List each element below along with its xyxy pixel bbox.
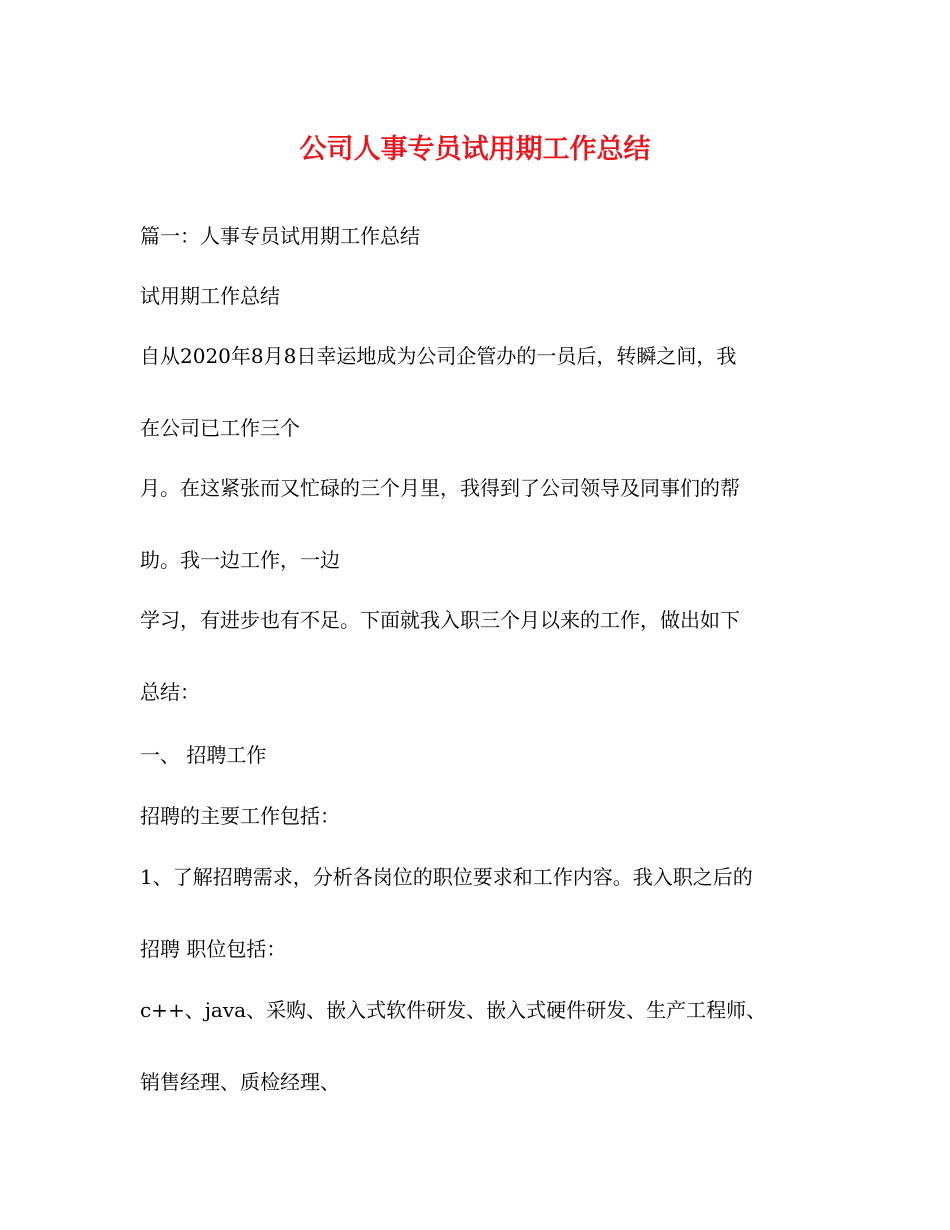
list-item-line: 1、了解招聘需求，分析各岗位的职位要求和工作内容。我入职之后的 xyxy=(140,865,753,889)
heading-part-one: 篇一：人事专员试用期工作总结 xyxy=(140,224,420,248)
paragraph-line: 招聘的主要工作包括： xyxy=(140,804,340,828)
subheading-summary: 试用期工作总结 xyxy=(140,284,280,308)
section-heading-recruitment: 一、 招聘工作 xyxy=(140,743,267,767)
paragraph-line: 助。我一边工作，一边 xyxy=(140,548,340,572)
paragraph-line: 在公司已工作三个 xyxy=(140,416,300,440)
paragraph-line: 月。在这紧张而又忙碌的三个月里，我得到了公司领导及同事们的帮 xyxy=(140,476,740,500)
paragraph-line: 学习，有进步也有不足。下面就我入职三个月以来的工作，做出如下 xyxy=(140,608,740,632)
list-item-line: c++、java、采购、嵌入式软件研发、嵌入式硬件研发、生产工程师、 xyxy=(140,998,767,1022)
list-item-line: 招聘 职位包括： xyxy=(140,937,287,961)
paragraph-line: 自从2020年8月8日幸运地成为公司企管办的一员后，转瞬之间，我 xyxy=(140,344,737,368)
document-title: 公司人事专员试用期工作总结 xyxy=(299,134,651,165)
list-item-line: 销售经理、质检经理、 xyxy=(140,1070,340,1094)
paragraph-line: 总结： xyxy=(140,680,200,704)
